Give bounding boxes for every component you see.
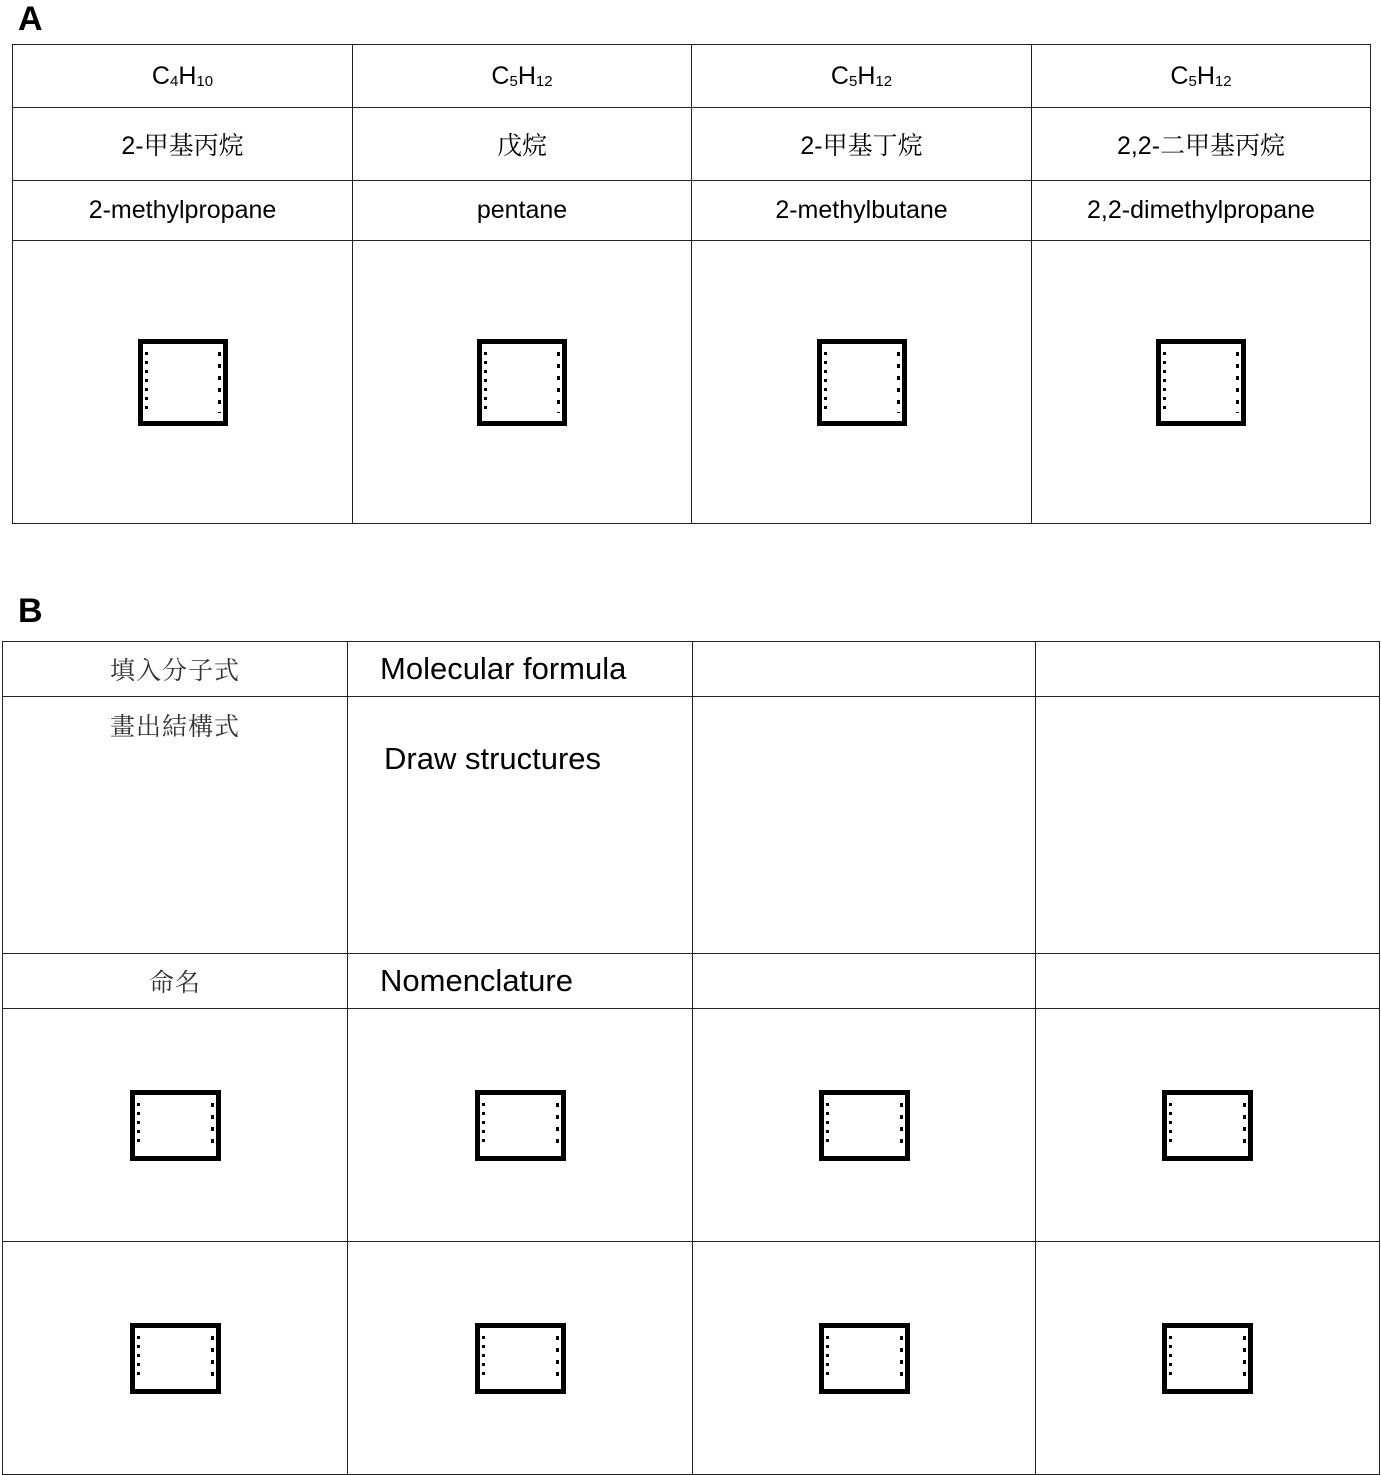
missing-image-placeholder-icon bbox=[1162, 1090, 1253, 1161]
structure-image-cell bbox=[693, 1242, 1036, 1475]
draw-structures-row bbox=[3, 697, 1380, 954]
english-name-cell: 2,2-dimethylpropane bbox=[1032, 181, 1371, 241]
panel-b-label: B bbox=[18, 592, 43, 630]
structure-image-cell bbox=[13, 241, 353, 524]
molecular-formula-label-en: Molecular formula bbox=[348, 642, 693, 697]
structure-image-cell bbox=[348, 1009, 693, 1242]
structure-image-cell bbox=[3, 1009, 348, 1242]
chinese-name-cell: 2-甲基丙烷 bbox=[13, 108, 353, 181]
structure-image-cell bbox=[1032, 241, 1371, 524]
missing-image-placeholder-icon bbox=[477, 339, 567, 426]
english-name-cell: 2-methylbutane bbox=[692, 181, 1032, 241]
formula-row bbox=[13, 45, 1371, 108]
molecular-formula-input-cell[interactable] bbox=[1036, 642, 1380, 697]
structure-image-row bbox=[3, 1009, 1380, 1242]
missing-image-placeholder-icon bbox=[130, 1323, 221, 1394]
nomenclature-input-cell[interactable] bbox=[1036, 954, 1380, 1009]
chinese-name-cell: 戊烷 bbox=[353, 108, 692, 181]
structure-image-cell bbox=[692, 241, 1032, 524]
structure-image-cell bbox=[3, 1242, 348, 1475]
panel-a-label: A bbox=[18, 0, 43, 38]
formula: $C_5H_{12}$ bbox=[830, 61, 893, 90]
missing-image-placeholder-icon bbox=[819, 1090, 910, 1161]
structure-image-row bbox=[13, 241, 1371, 524]
missing-image-placeholder-icon bbox=[1156, 339, 1246, 426]
panel-a-table bbox=[12, 44, 1371, 524]
missing-image-placeholder-icon bbox=[138, 339, 228, 426]
missing-image-placeholder-icon bbox=[475, 1090, 566, 1161]
panel-b-table bbox=[2, 641, 1380, 1475]
nomenclature-label-en: Nomenclature bbox=[348, 954, 693, 1009]
formula-cell bbox=[13, 45, 353, 108]
structure-image-cell bbox=[348, 1242, 693, 1475]
missing-image-placeholder-icon bbox=[817, 339, 907, 426]
draw-structures-input-cell[interactable] bbox=[1036, 697, 1380, 954]
structure-image-cell bbox=[1036, 1009, 1380, 1242]
formula: $C_5H_{12}$ bbox=[491, 61, 553, 90]
molecular-formula-label-cn: 填入分子式 bbox=[3, 642, 348, 697]
formula: $C_5H_{12}$ bbox=[1170, 61, 1232, 90]
structure-image-cell bbox=[693, 1009, 1036, 1242]
formula-cell bbox=[1032, 45, 1371, 108]
chinese-name-cell: 2,2-二甲基丙烷 bbox=[1032, 108, 1371, 181]
draw-structures-label-cn: 畫出結構式 bbox=[3, 697, 348, 954]
english-name-cell: 2-methylpropane bbox=[13, 181, 353, 241]
draw-structures-label-en: Draw structures bbox=[348, 697, 693, 954]
missing-image-placeholder-icon bbox=[475, 1323, 566, 1394]
nomenclature-input-cell[interactable] bbox=[693, 954, 1036, 1009]
formula: $C_4H_{10}$ bbox=[151, 61, 214, 90]
structure-image-cell bbox=[353, 241, 692, 524]
english-name-cell: pentane bbox=[353, 181, 692, 241]
structure-image-row bbox=[3, 1242, 1380, 1475]
formula-cell bbox=[353, 45, 692, 108]
missing-image-placeholder-icon bbox=[1162, 1323, 1253, 1394]
formula-cell bbox=[692, 45, 1032, 108]
structure-image-cell bbox=[1036, 1242, 1380, 1475]
chinese-name-cell: 2-甲基丁烷 bbox=[692, 108, 1032, 181]
english-name-row bbox=[13, 181, 1371, 241]
nomenclature-label-cn: 命名 bbox=[3, 954, 348, 1009]
nomenclature-row bbox=[3, 954, 1380, 1009]
molecular-formula-row bbox=[3, 642, 1380, 697]
molecular-formula-input-cell[interactable] bbox=[693, 642, 1036, 697]
missing-image-placeholder-icon bbox=[819, 1323, 910, 1394]
draw-structures-input-cell[interactable] bbox=[693, 697, 1036, 954]
missing-image-placeholder-icon bbox=[130, 1090, 221, 1161]
chinese-name-row bbox=[13, 108, 1371, 181]
